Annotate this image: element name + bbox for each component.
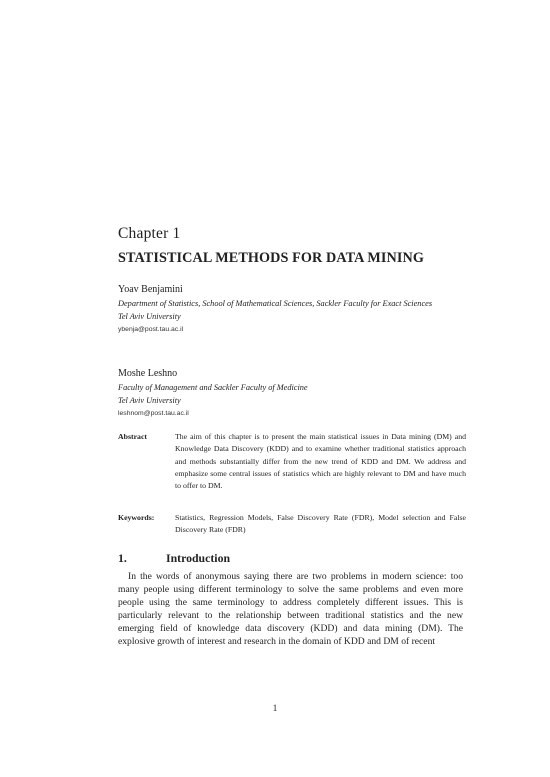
author-block xyxy=(118,367,463,420)
section-heading xyxy=(118,551,230,566)
author-name: Moshe Leshno xyxy=(118,368,178,379)
author-email: leshnom@post.tau.ac.il xyxy=(118,410,189,417)
chapter-label: Chapter 1 xyxy=(118,225,181,242)
keywords-text: Statistics, Regression Models, False Discovery Rate (FDR), Model selection and False Discovery Rate (FDR) xyxy=(175,513,466,535)
keywords-label: Keywords: xyxy=(118,513,155,522)
body-paragraph: In the words of anonymous saying there are two problems in modern science: too many people using different terminology to solve the same problems and even more people using the same terminology to address completely different issues. This is particularly relevant to the relationship between traditional statistics and the new emerging field of knowledge data discovery (KDD) and data mining (DM). The explosive growth of interest and research in the domain of KDD and DM of recent xyxy=(118,571,463,648)
abstract-label: Abstract xyxy=(118,432,148,441)
section-number: 1. xyxy=(118,551,127,565)
abstract-text: The aim of this chapter is to present the main statistical issues in Data mining (DM) and Knowledge Data Discovery (KDD) and to examine whether traditional statistics approach and methods substantially differ from the new trend of KDD and DM. We address and emphasize some central issues of statistics which are highly relevant to DM and have much to offer to DM. xyxy=(175,432,466,491)
section-title: Introduction xyxy=(166,551,231,565)
author-university: Tel Aviv University xyxy=(118,312,181,321)
author-affiliation: Faculty of Management and Sackler Faculty of Medicine xyxy=(118,383,308,392)
author-name: Yoav Benjamini xyxy=(118,284,183,295)
page-number: 1 xyxy=(272,704,278,714)
keywords-block xyxy=(118,512,466,537)
abstract-block xyxy=(118,431,466,492)
chapter-title: STATISTICAL METHODS FOR DATA MINING xyxy=(118,250,424,266)
author-university: Tel Aviv University xyxy=(118,396,181,405)
author-email: ybenja@post.tau.ac.il xyxy=(118,326,184,333)
author-block xyxy=(118,283,463,336)
author-affiliation: Department of Statistics, School of Mathematical Sciences, Sackler Faculty for Exact Sciences xyxy=(118,299,433,308)
